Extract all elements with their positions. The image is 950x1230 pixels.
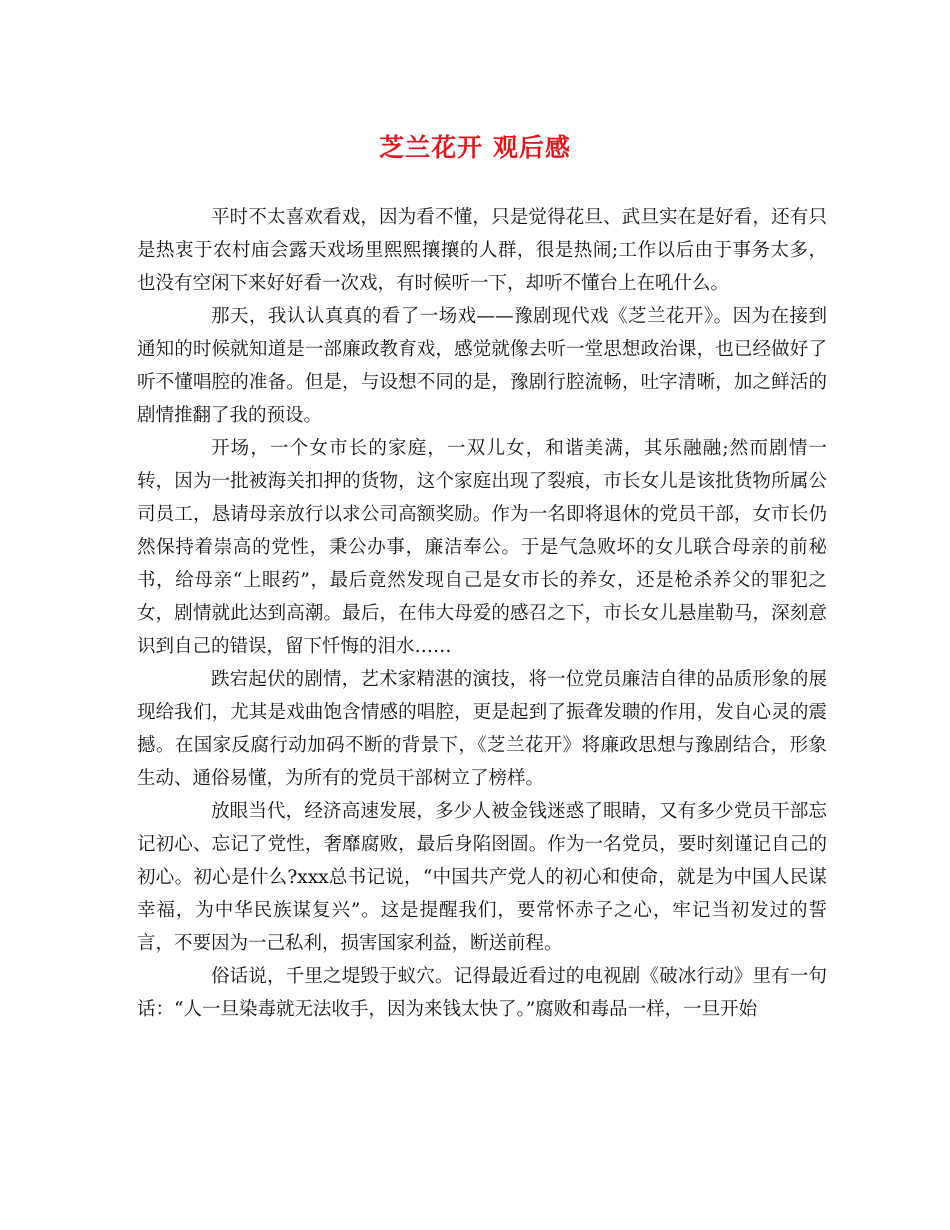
paragraph-6: 俗话说，千里之堤毁于蚁穴。记得最近看过的电视剧《破冰行动》里有一句话：“人一旦染毒就无法收手，因为来钱太快了。”腐败和毒品一样，一旦开始 <box>137 966 827 1020</box>
paragraph-3: 开场，一个女市长的家庭，一双儿女，和谐美满，其乐融融;然而剧情一转，因为一批被海关扣押的货物，这个家庭出现了裂痕，市长女儿是该批货物所属公司员工，恳请母亲放行以求公司高额奖励。作为一名即将退休的党员干部，女市长仍然保持着崇高的党性，秉公办事，廉洁奉公。于是气急败坏的女儿联合母亲的前秘书，给母亲“上眼药”，最后竟然发现自己是女市长的养女，还是枪杀养父的罪犯之女，剧情就此达到高潮。最后，在伟大母爱的感召之下，市长女儿悬崖勒马，深刻意识到自己的错误，留下忏悔的泪水…… <box>137 438 827 657</box>
document-body <box>137 201 827 1026</box>
paragraph-5: 放眼当代，经济高速发展，多少人被金钱迷惑了眼睛，又有多少党员干部忘记初心、忘记了党性，奢靡腐败，最后身陷囹圄。作为一名党员，要时刻谨记自己的初心。初心是什么?xxx总书记说，“中国共产党人的初心和使命，就是为中国人民谋幸福，为中华民族谋复兴”。这是提醒我们，要常怀赤子之心，牢记当初发过的誓言，不要因为一己私利，损害国家利益，断送前程。 <box>137 801 827 954</box>
paragraph-1: 平时不太喜欢看戏，因为看不懂，只是觉得花旦、武旦实在是好看，还有只是热衷于农村庙会露天戏场里熙熙攘攘的人群，很是热闹;工作以后由于事务太多，也没有空闲下来好好看一次戏，有时候听一下，却听不懂台上在吼什么。 <box>137 207 827 294</box>
paragraph-4: 跌宕起伏的剧情，艺术家精湛的演技，将一位党员廉洁自律的品质形象的展现给我们，尤其是戏曲饱含情感的唱腔，更是起到了振聋发聩的作用，发自心灵的震撼。在国家反腐行动加码不断的背景下，《芝兰花开》将廉政思想与豫剧结合，形象生动、通俗易懂，为所有的党员干部树立了榜样。 <box>137 669 827 789</box>
document-title: 芝兰花开 观后感 <box>379 133 571 162</box>
paragraph-2: 那天，我认认真真的看了一场戏——豫剧现代戏《芝兰花开》。因为在接到通知的时候就知道是一部廉政教育戏，感觉就像去听一堂思想政治课，也已经做好了听不懂唱腔的准备。但是，与设想不同的是，豫剧行腔流畅，吐字清晰，加之鲜活的剧情推翻了我的预设。 <box>137 306 827 426</box>
